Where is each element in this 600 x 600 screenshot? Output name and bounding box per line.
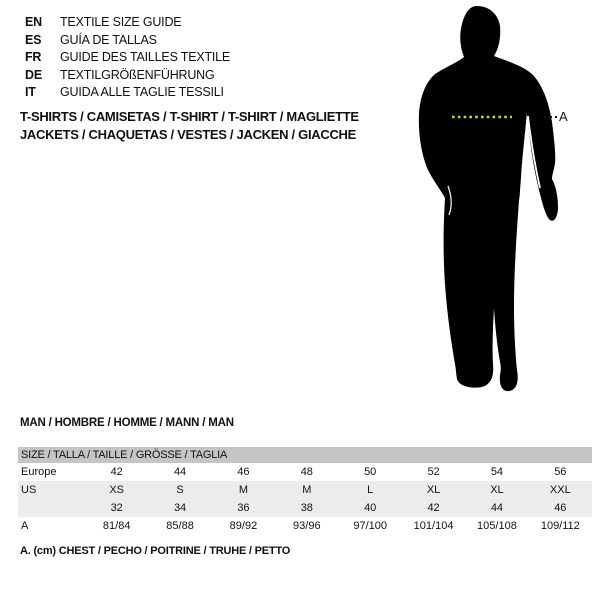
size-cell: 97/100 xyxy=(353,520,388,532)
size-cell: XS xyxy=(109,484,125,496)
table-row-us xyxy=(18,481,592,499)
size-cell: 46 xyxy=(237,466,250,478)
size-cell: 56 xyxy=(554,466,567,478)
language-title: GUIDE DES TAILLES TEXTILE xyxy=(60,50,231,64)
language-title: GUÍA DE TALLAS xyxy=(60,32,157,47)
size-cell: 48 xyxy=(300,466,313,478)
size-cell: 109/112 xyxy=(540,520,580,532)
size-cell: XXL xyxy=(549,484,571,496)
measure-label-a: A xyxy=(559,109,568,124)
size-cell: XL xyxy=(426,484,441,496)
language-title: TEXTILGRÖßENFÜHRUNG xyxy=(60,67,215,82)
size-cell: 105/108 xyxy=(477,520,517,532)
size-cell: L xyxy=(367,484,374,496)
language-row xyxy=(25,32,230,50)
size-cell: 34 xyxy=(173,502,187,514)
size-cell: 42 xyxy=(110,466,123,478)
language-code: EN xyxy=(25,15,42,29)
size-cell: 85/88 xyxy=(166,520,194,532)
size-cell: 32 xyxy=(110,502,123,514)
size-cell: S xyxy=(176,484,184,496)
size-cell: M xyxy=(238,484,249,496)
product-line-tshirts: T-SHIRTS / CAMISETAS / T-SHIRT / T-SHIRT / MAGLIETTE xyxy=(20,109,359,124)
product-categories xyxy=(20,108,359,144)
size-cell: 81/84 xyxy=(102,520,131,532)
language-code: IT xyxy=(25,85,36,99)
language-row xyxy=(25,14,230,32)
size-cell: 42 xyxy=(427,502,440,514)
size-cell: 101/104 xyxy=(413,520,454,532)
size-cell: 44 xyxy=(173,466,187,478)
size-table xyxy=(18,447,592,535)
size-cell: 40 xyxy=(364,502,377,514)
row-label: A xyxy=(21,520,29,532)
row-label: Europe xyxy=(21,466,57,478)
section-title-man: MAN / HOMBRE / HOMME / MANN / MAN xyxy=(20,417,234,429)
language-code: DE xyxy=(25,67,42,82)
language-title: GUIDA ALLE TAGLIE TESSILI xyxy=(60,85,224,99)
product-line-jackets: JACKETS / CHAQUETAS / VESTES / JACKEN / GIACCHE xyxy=(20,127,356,142)
row-label: US xyxy=(21,484,37,496)
size-cell: 38 xyxy=(300,502,313,514)
size-cell: M xyxy=(302,484,312,496)
table-row-chest-a xyxy=(18,517,592,535)
language-row xyxy=(25,49,230,67)
table-row-europe xyxy=(18,463,592,481)
row-label xyxy=(18,499,85,517)
size-cell: 54 xyxy=(490,466,504,478)
language-code: FR xyxy=(25,50,42,64)
chest-measure-note: A. (cm) CHEST / PECHO / POITRINE / TRUHE / PETTO xyxy=(20,545,291,557)
size-table-header: SIZE / TALLA / TAILLE / GRÖSSE / TAGLIA xyxy=(18,447,592,463)
language-code: ES xyxy=(25,32,42,47)
size-cell: 36 xyxy=(237,502,250,514)
man-silhouette-path xyxy=(419,6,558,391)
size-cell: XL xyxy=(490,484,504,496)
size-cell: 50 xyxy=(364,466,377,478)
man-silhouette-svg xyxy=(400,0,600,400)
language-title-list xyxy=(25,14,230,102)
size-cell: 89/92 xyxy=(229,520,258,532)
language-row xyxy=(25,67,230,85)
size-cell: 44 xyxy=(490,502,504,514)
man-silhouette-figure xyxy=(400,0,600,400)
size-cell: 46 xyxy=(554,502,567,514)
language-title: TEXTILE SIZE GUIDE xyxy=(60,15,182,29)
language-row xyxy=(25,84,230,102)
table-row-numeric xyxy=(18,499,592,517)
size-cell: 93/96 xyxy=(293,520,321,532)
size-cell: 52 xyxy=(427,466,440,478)
